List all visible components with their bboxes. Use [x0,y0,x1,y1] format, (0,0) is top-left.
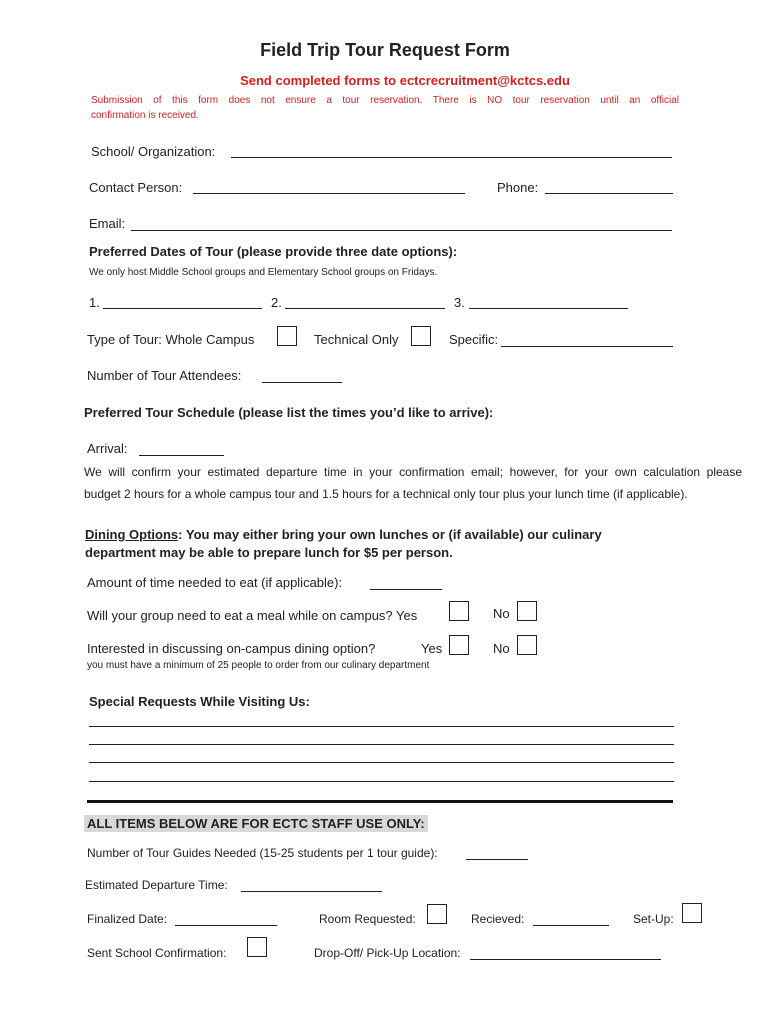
attendees-field[interactable] [262,382,342,383]
setup-checkbox[interactable] [682,903,702,923]
dining-heading-underlined: Dining Options [85,527,179,542]
contact-field[interactable] [193,193,465,194]
room-requested-label: Room Requested: [319,912,416,926]
contact-label: Contact Person: [89,180,183,195]
finalized-date-label: Finalized Date: [87,912,168,926]
date-option-3-label: 3. [454,295,465,310]
disclaimer-line-1: Submission of this form does not ensure a tour reservation. There is NO tour reservation until an official [91,95,679,106]
date-option-2-label: 2. [271,295,282,310]
dining-interest-label: Interested in discussing on-campus dining option? [87,641,376,656]
eat-time-field[interactable] [370,589,442,590]
date-option-1-field[interactable] [103,308,262,309]
interest-no-label: No [493,641,510,656]
dropoff-location-label: Drop-Off/ Pick-Up Location: [314,946,461,960]
dining-heading-rest: : You may either bring your own lunches or (if available) our culinary [178,527,602,542]
meal-question-label: Will your group need to eat a meal while on campus? Yes [87,608,418,623]
dates-heading: Preferred Dates of Tour (please provide three date options): [89,244,458,259]
dates-note: We only host Middle School groups and Elementary School groups on Fridays. [89,267,438,278]
disclaimer-line-2: confirmation is received. [91,110,199,121]
email-label: Email: [89,216,126,231]
meal-yes-checkbox[interactable] [449,601,469,621]
schedule-note-line-2: budget 2 hours for a whole campus tour and 1.5 hours for a technical only tour plus your lunch time (if applicable). [84,487,688,501]
received-label: Recieved: [471,912,525,926]
dining-heading [85,527,602,542]
special-requests-line-4[interactable] [89,781,674,782]
departure-time-label: Estimated Departure Time: [85,878,228,892]
interest-no-checkbox[interactable] [517,635,537,655]
phone-field[interactable] [545,193,673,194]
school-field[interactable] [231,157,672,158]
schedule-note-line-1: We will confirm your estimated departure time in your confirmation email; however, for your own calculation please [84,465,742,479]
staff-heading-text: ALL ITEMS BELOW ARE FOR ECTC STAFF USE ONLY: [84,815,428,832]
school-label: School/ Organization: [91,144,216,159]
meal-no-label: No [493,606,510,621]
setup-label: Set-Up: [633,912,674,926]
finalized-date-field[interactable] [175,925,277,926]
specific-label: Specific: [449,332,499,347]
specific-field[interactable] [501,346,673,347]
send-to-notice: Send completed forms to ectcrecruitment@kctcs.edu [240,73,570,88]
email-field[interactable] [131,230,672,231]
dropoff-location-field[interactable] [470,959,661,960]
departure-time-field[interactable] [241,891,382,892]
date-option-3-field[interactable] [469,308,628,309]
arrival-label: Arrival: [87,441,128,456]
eat-time-label: Amount of time needed to eat (if applicable): [87,575,343,590]
interest-yes-label: Yes [421,641,443,656]
form-title: Field Trip Tour Request Form [260,40,510,60]
dining-heading-line-2: department may be able to prepare lunch for $5 per person. [85,545,453,560]
sent-confirmation-checkbox[interactable] [247,937,267,957]
arrival-field[interactable] [139,455,224,456]
special-requests-line-1[interactable] [89,726,674,727]
sent-confirmation-label: Sent School Confirmation: [87,946,227,960]
room-requested-checkbox[interactable] [427,904,447,924]
schedule-heading: Preferred Tour Schedule (please list the times you’d like to arrive): [84,405,494,420]
tour-guides-field[interactable] [466,859,528,860]
whole-campus-checkbox[interactable] [277,326,297,346]
tour-guides-label: Number of Tour Guides Needed (15-25 students per 1 tour guide): [87,846,438,860]
phone-label: Phone: [497,180,539,195]
meal-no-checkbox[interactable] [517,601,537,621]
special-requests-line-2[interactable] [89,744,674,745]
received-field[interactable] [533,925,609,926]
dining-minimum-note: you must have a minimum of 25 people to order from our culinary department [87,660,430,671]
special-requests-heading: Special Requests While Visiting Us: [89,694,310,709]
staff-section-divider [87,800,673,803]
technical-only-checkbox[interactable] [411,326,431,346]
date-option-1-label: 1. [89,295,100,310]
interest-yes-checkbox[interactable] [449,635,469,655]
staff-heading [84,816,428,831]
tour-type-label: Type of Tour: Whole Campus [87,332,255,347]
date-option-2-field[interactable] [285,308,445,309]
attendees-label: Number of Tour Attendees: [87,368,242,383]
technical-only-label: Technical Only [314,332,399,347]
special-requests-line-3[interactable] [89,762,674,763]
